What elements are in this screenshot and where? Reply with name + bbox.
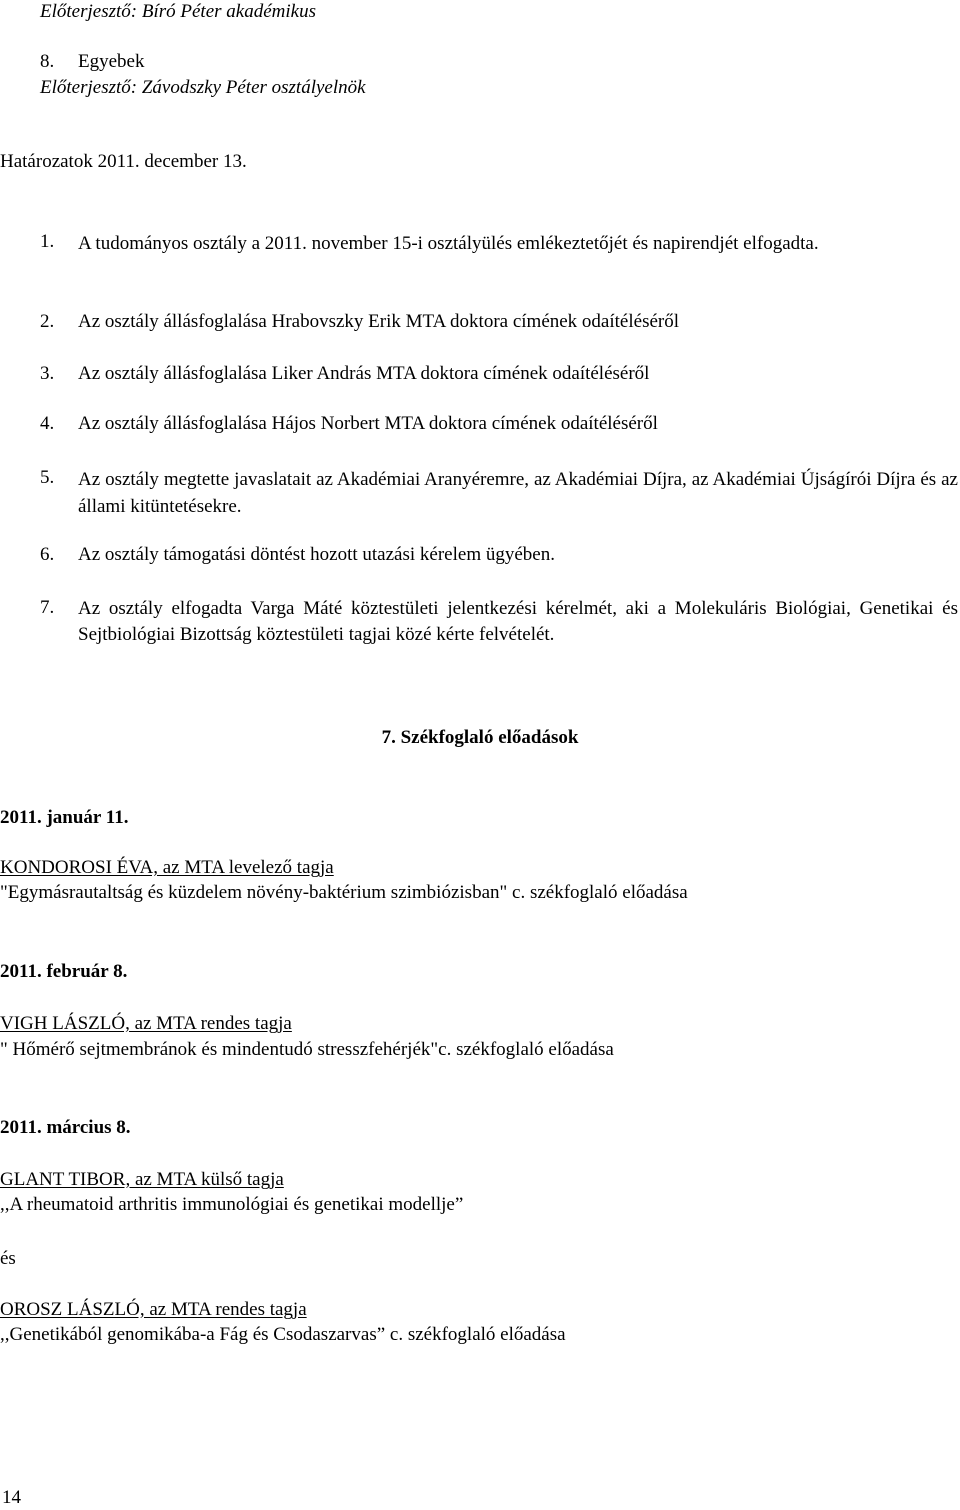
decision-number: 2. — [40, 311, 55, 332]
decision-text: Az osztály állásfoglalása Hrabovszky Erik MTA doktora címének odaítéléséről — [78, 311, 680, 332]
lecture-speaker: OROSZ LÁSZLÓ, az MTA rendes tagja — [0, 1299, 307, 1320]
lecture-date: 2011. március 8. — [0, 1117, 131, 1138]
decision-text: Az osztály megtette javaslatait az Akadémiai Aranyéremre, az Akadémiai Díjra, az Akadémiai Újságírói Díjra és az állami kitüntetésekre. — [78, 469, 958, 517]
presenter-line-2: Előterjesztő: Závodszky Péter osztályelnök — [40, 77, 366, 98]
lecture-title: "Egymásrautaltság és küzdelem növény-baktérium szimbiózisban" c. székfoglaló előadása — [0, 882, 688, 903]
decision-number: 5. — [40, 467, 55, 488]
decisions-heading: Határozatok 2011. december 13. — [0, 151, 247, 172]
agenda-item-8-number: 8. — [40, 51, 55, 72]
decision-text: Az osztály állásfoglalása Liker András MTA doktora címének odaítéléséről — [78, 363, 650, 384]
decision-text: Az osztály támogatási döntést hozott utazási kérelem ügyében. — [78, 544, 555, 565]
lecture-title: ,,A rheumatoid arthritis immunológiai és genetikai modellje” — [0, 1194, 464, 1215]
lecture-title: ,,Genetikából genomikába-a Fág és Csodaszarvas” c. székfoglaló előadása — [0, 1324, 566, 1345]
lecture-date: 2011. február 8. — [0, 961, 128, 982]
decision-text: A tudományos osztály a 2011. november 15-i osztályülés emlékeztetőjét és napirendjét elfogadta. — [78, 233, 819, 254]
decision-number: 6. — [40, 544, 55, 565]
presenter-line-1: Előterjesztő: Bíró Péter akadémikus — [40, 1, 316, 22]
decision-number: 3. — [40, 363, 55, 384]
lecture-date: 2011. január 11. — [0, 807, 129, 828]
lecture-speaker: GLANT TIBOR, az MTA külső tagja — [0, 1169, 284, 1190]
lecture-speaker: VIGH LÁSZLÓ, az MTA rendes tagja — [0, 1013, 292, 1034]
decision-text: Az osztály állásfoglalása Hájos Norbert MTA doktora címének odaítéléséről — [78, 413, 658, 434]
decision-number: 4. — [40, 413, 55, 434]
section-title: 7. Székfoglaló előadások — [381, 727, 579, 748]
page-number: 14 — [2, 1487, 21, 1508]
lecture-connector: és — [0, 1248, 16, 1269]
lecture-speaker: KONDOROSI ÉVA, az MTA levelező tagja — [0, 857, 334, 878]
decision-number: 1. — [40, 231, 55, 252]
agenda-item-8-title: Egyebek — [78, 51, 145, 72]
lecture-title: " Hőmérő sejtmembránok és mindentudó stresszfehérjék"c. székfoglaló előadása — [0, 1039, 614, 1060]
decision-text: Az osztály elfogadta Varga Máté köztestületi jelentkezési kérelmét, aki a Molekuláris Biológiai, Genetikai és Sejtbiológiai Bizottság köztestületi tagjai közé kérte felvételét. — [78, 598, 958, 645]
decision-number: 7. — [40, 597, 55, 618]
